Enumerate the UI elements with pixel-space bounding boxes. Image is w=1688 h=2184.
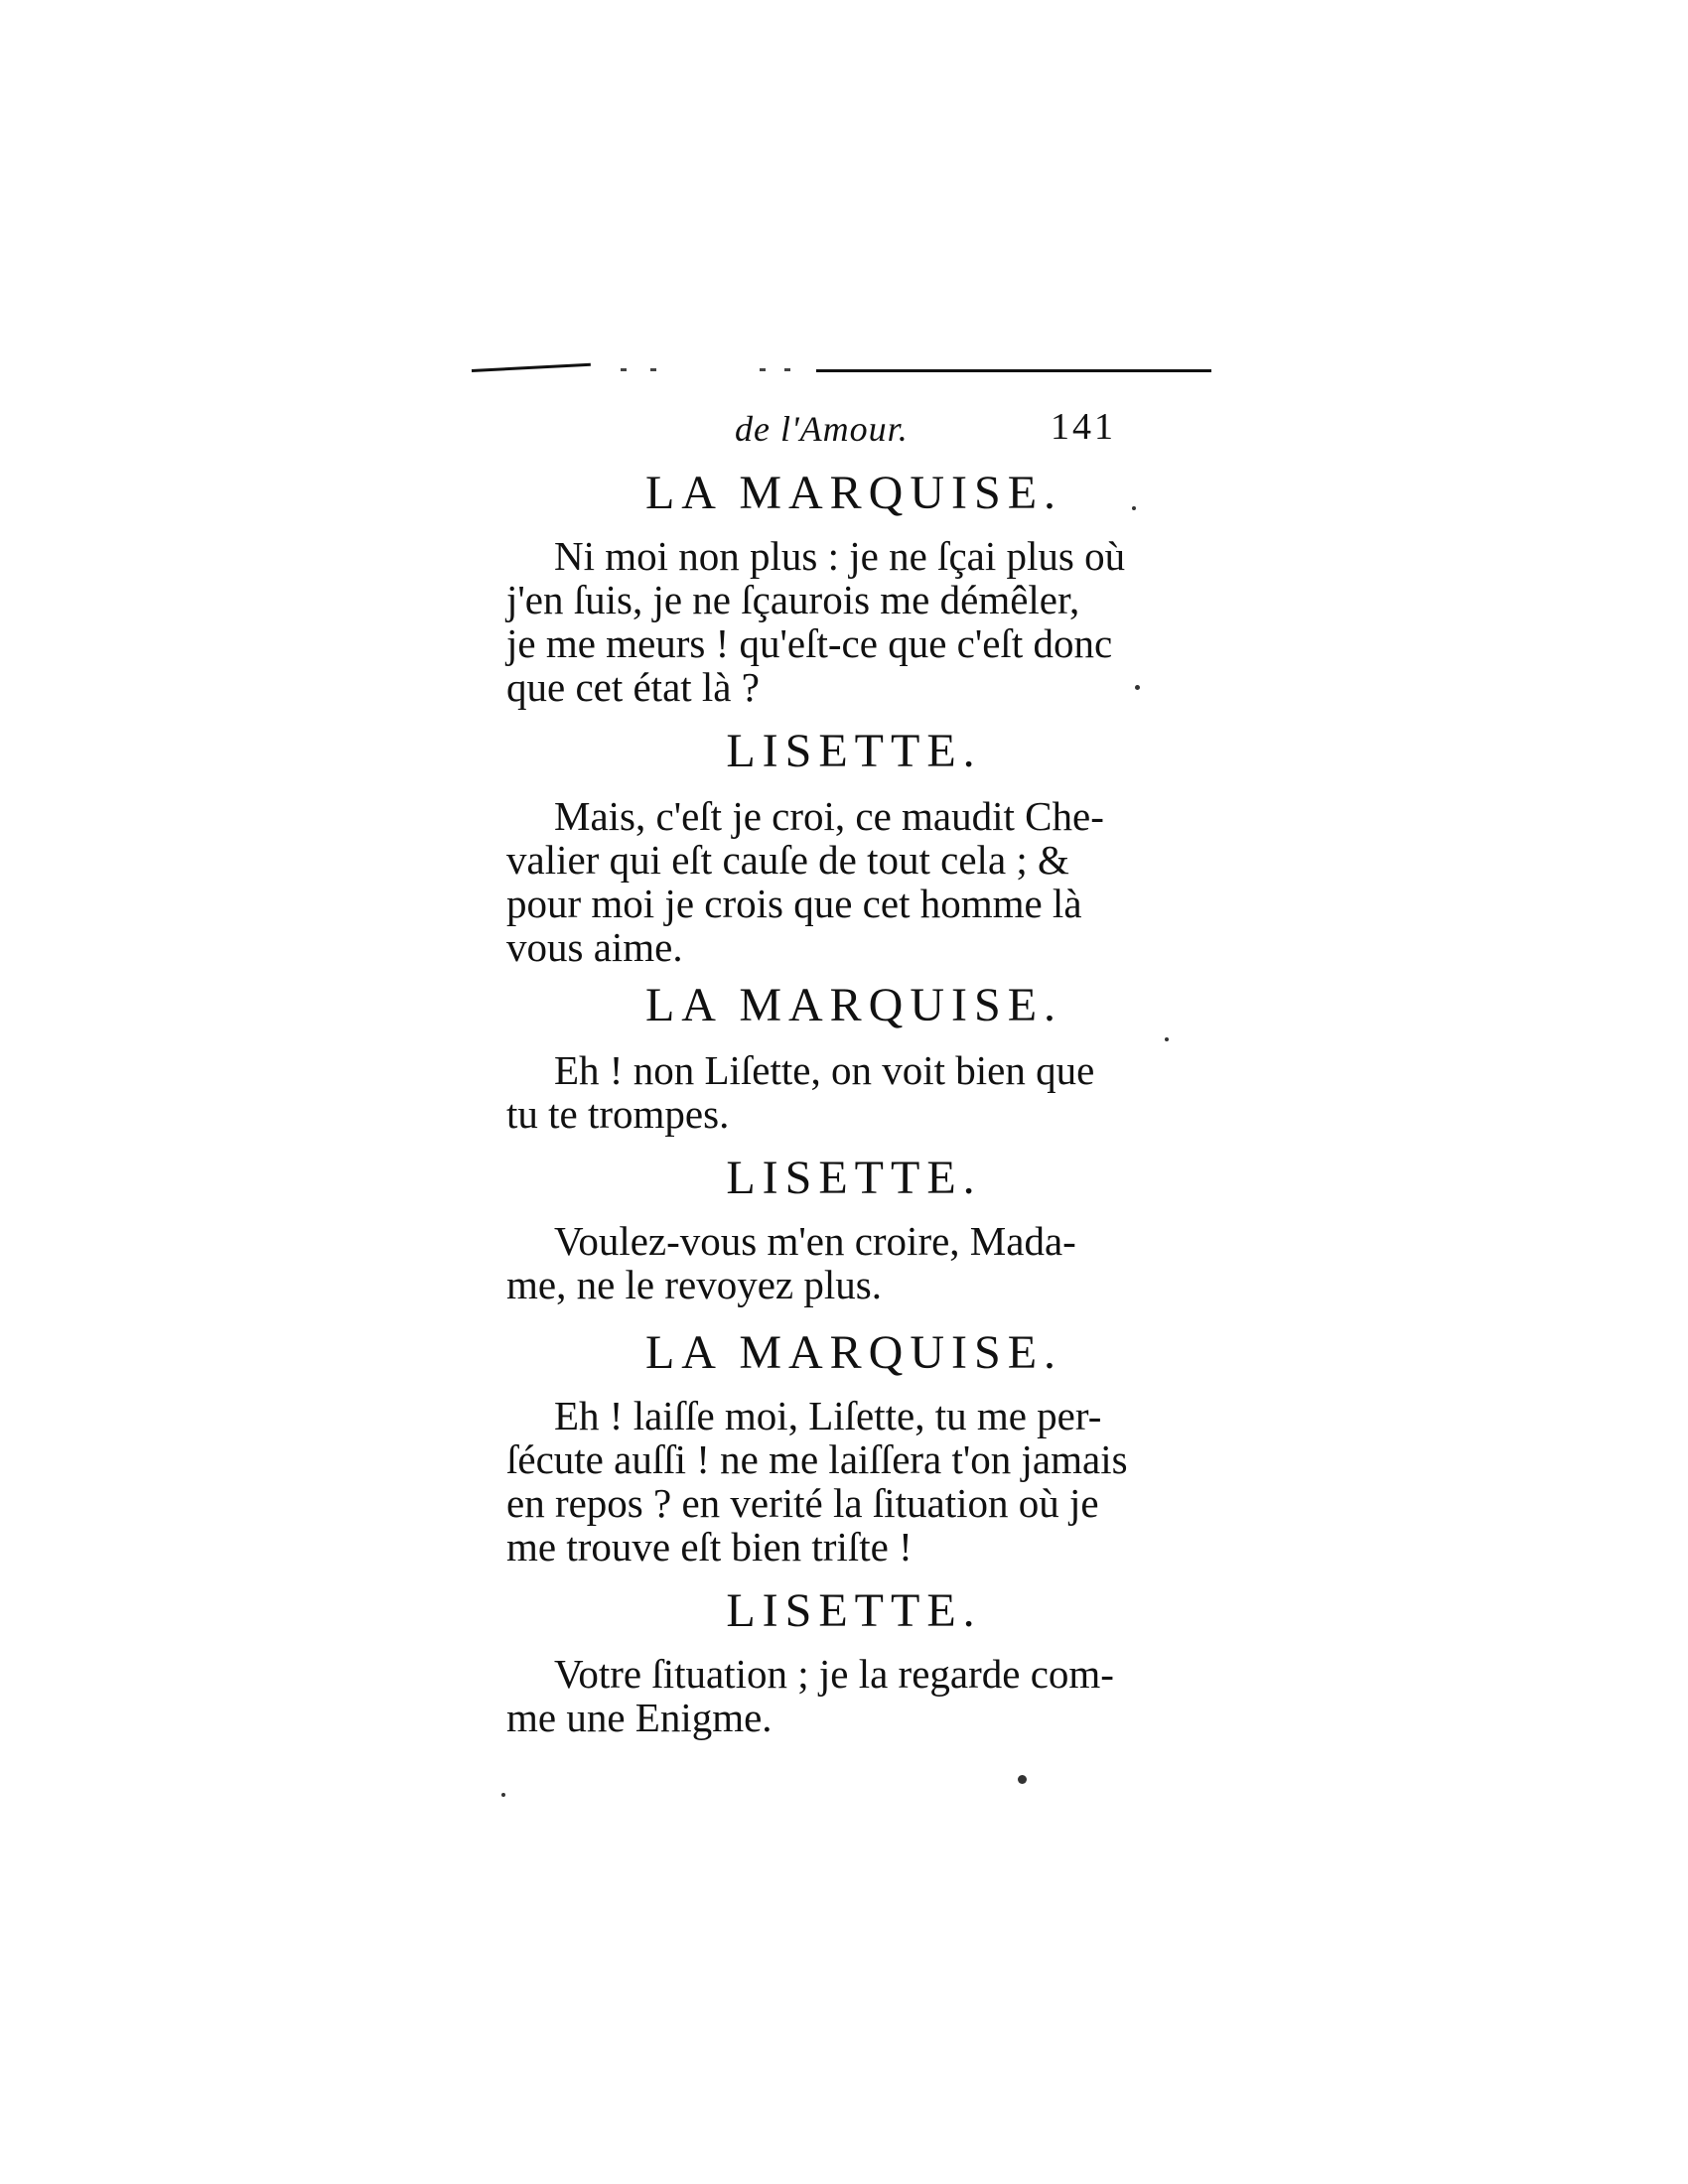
- speech-line: Eh ! laiſſe moi, Liſette, tu me per-: [554, 1393, 1102, 1438]
- print-speck: [1135, 685, 1140, 690]
- rule-fragment: [760, 368, 766, 371]
- speaker-name: LISETTE.: [726, 1152, 982, 1204]
- speech-line: vous aime.: [506, 924, 683, 970]
- speech-line: me trouve eſt bien triſte !: [506, 1524, 913, 1570]
- speaker-name: LA MARQUISE.: [644, 979, 1063, 1031]
- speech-line: ſécute auſſi ! ne me laiſſera t'on jamais: [506, 1436, 1128, 1482]
- speech-text: [506, 1394, 1157, 1569]
- header-rule-right: [816, 369, 1211, 372]
- print-speck: [1018, 1775, 1027, 1784]
- speech-line: j'en ſuis, je ne ſçaurois me démêler,: [506, 577, 1080, 622]
- speech-text: [506, 1219, 1157, 1306]
- page-number: 141: [1051, 406, 1116, 448]
- rule-fragment: [621, 368, 627, 371]
- speech-line: Voulez-vous m'en croire, Mada-: [554, 1218, 1076, 1264]
- speech-line: en repos ? en verité la ſituation où je: [506, 1480, 1099, 1526]
- speech-line: que cet état là ?: [506, 664, 760, 710]
- rule-fragment: [650, 368, 656, 371]
- speech-line: Ni moi non plus : je ne ſçai plus où: [554, 533, 1126, 579]
- speech-line: je me meurs ! qu'eſt-ce que c'eſt donc: [506, 620, 1113, 666]
- speech-text: [506, 794, 1157, 969]
- speech-text: [506, 1652, 1157, 1739]
- print-speck: [501, 1793, 505, 1797]
- print-speck: [1165, 1037, 1169, 1041]
- speech-line: Votre ſituation ; je la regarde com-: [554, 1651, 1114, 1697]
- speaker-name: LA MARQUISE.: [644, 1326, 1063, 1379]
- speech-text: [506, 534, 1157, 709]
- speech-text: [506, 1048, 1157, 1136]
- speaker-name: LISETTE.: [726, 725, 982, 777]
- speaker-name: LA MARQUISE.: [644, 467, 1063, 519]
- speech-line: tu te trompes.: [506, 1091, 730, 1137]
- speech-line: me une Enigme.: [506, 1695, 773, 1740]
- speech-line: me, ne le revoyez plus.: [506, 1262, 882, 1307]
- speech-line: Mais, c'eſt je croi, ce maudit Che-: [554, 793, 1104, 839]
- speaker-name: LISETTE.: [726, 1584, 982, 1637]
- running-head: de l'Amour.: [735, 409, 909, 449]
- header-rule-left: [472, 363, 591, 372]
- speech-line: valier qui eſt cauſe de tout cela ; &: [506, 837, 1069, 883]
- print-speck: [1132, 506, 1136, 510]
- speech-line: Eh ! non Liſette, on voit bien que: [554, 1047, 1095, 1093]
- rule-fragment: [784, 368, 790, 371]
- speech-line: pour moi je crois que cet homme là: [506, 881, 1082, 926]
